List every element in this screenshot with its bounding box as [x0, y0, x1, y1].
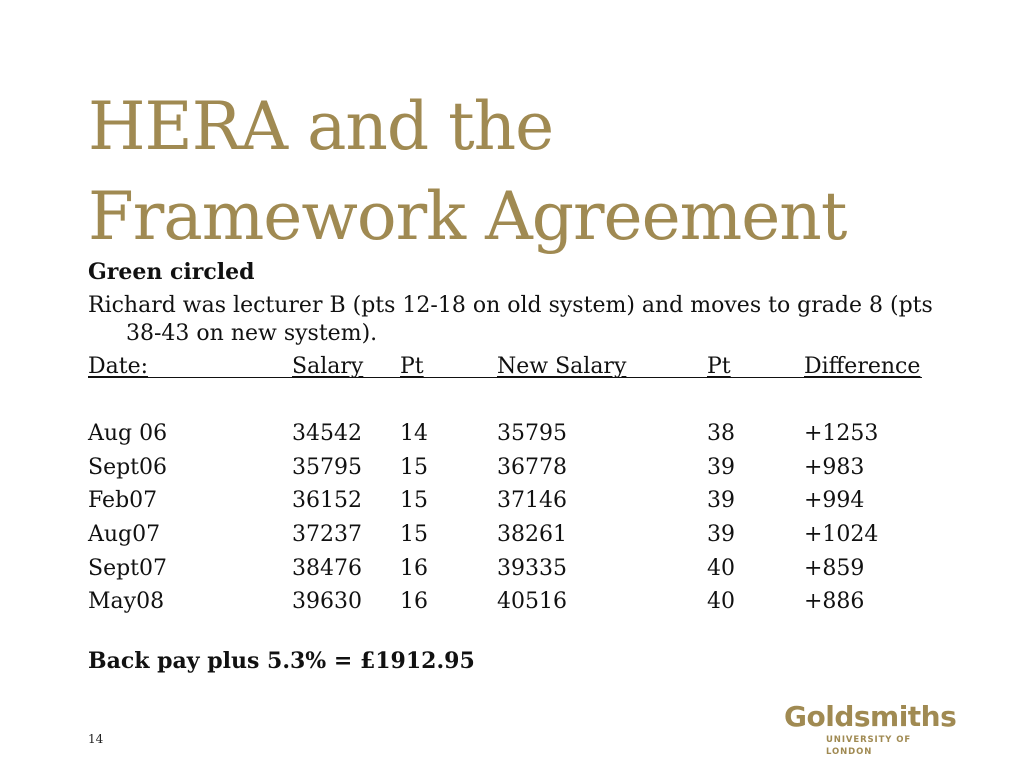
cell-point: 15 — [400, 454, 428, 480]
cell-new-point: 39 — [707, 488, 735, 514]
cell-new-point: 40 — [707, 589, 735, 615]
header-new-salary: New Salary — [497, 354, 627, 379]
cell-new-point: 39 — [707, 454, 735, 480]
cell-salary: 35795 — [292, 454, 362, 480]
subheading: Green circled — [88, 259, 255, 285]
table-spacer — [88, 384, 948, 418]
cell-date: Aug07 — [88, 521, 161, 547]
cell-new-point: 40 — [707, 555, 735, 581]
cell-date: May08 — [88, 589, 165, 615]
cell-difference: +983 — [804, 454, 865, 480]
cell-salary: 34542 — [292, 421, 362, 447]
logo-wordmark: Goldsmiths — [784, 700, 957, 733]
header-new-point: Pt — [707, 354, 731, 379]
backpay-summary: Back pay plus 5.3% = £1912.95 — [88, 647, 475, 674]
page-number: 14 — [88, 732, 104, 746]
header-difference: Difference — [804, 354, 921, 379]
cell-difference: +994 — [804, 488, 865, 514]
table-row — [88, 484, 948, 518]
cell-point: 15 — [400, 488, 428, 514]
cell-point: 16 — [400, 555, 428, 581]
cell-difference: +1024 — [804, 521, 879, 547]
header-date: Date: — [88, 354, 149, 379]
slide-body — [88, 256, 948, 677]
cell-point: 14 — [400, 421, 428, 447]
cell-salary: 36152 — [292, 488, 362, 514]
cell-new-point: 39 — [707, 521, 735, 547]
description-paragraph: Richard was lecturer B (pts 12-18 on old system) and moves to grade 8 (pts 38-43 on new system). — [88, 293, 933, 346]
cell-point: 16 — [400, 589, 428, 615]
cell-new-salary: 39335 — [497, 555, 567, 581]
cell-date: Sept07 — [88, 555, 168, 581]
cell-new-salary: 40516 — [497, 589, 567, 615]
table-header-row — [88, 350, 948, 384]
cell-new-salary: 36778 — [497, 454, 567, 480]
header-point: Pt — [400, 354, 424, 379]
cell-difference: +859 — [804, 555, 865, 581]
cell-date: Sept06 — [88, 454, 168, 480]
table-row — [88, 552, 948, 586]
slide-title-line-1: HERA and the — [88, 88, 554, 165]
goldsmiths-logo — [784, 700, 957, 758]
header-salary: Salary — [292, 354, 364, 379]
cell-difference: +886 — [804, 589, 865, 615]
cell-salary: 39630 — [292, 589, 362, 615]
table-row — [88, 451, 948, 485]
slide-title-line-2: Framework Agreement — [88, 178, 847, 255]
cell-new-salary: 37146 — [497, 488, 567, 514]
cell-new-salary: 35795 — [497, 421, 567, 447]
table-row — [88, 417, 948, 451]
table-row — [88, 518, 948, 552]
cell-new-point: 38 — [707, 421, 735, 447]
table-row — [88, 585, 948, 619]
cell-salary: 37237 — [292, 521, 362, 547]
logo-subtitle: UNIVERSITY OF LONDON — [826, 735, 912, 757]
cell-date: Aug 06 — [88, 421, 168, 447]
cell-new-salary: 38261 — [497, 521, 567, 547]
cell-point: 15 — [400, 521, 428, 547]
cell-date: Feb07 — [88, 488, 158, 514]
cell-salary: 38476 — [292, 555, 362, 581]
slide-title — [88, 82, 846, 262]
cell-difference: +1253 — [804, 421, 879, 447]
